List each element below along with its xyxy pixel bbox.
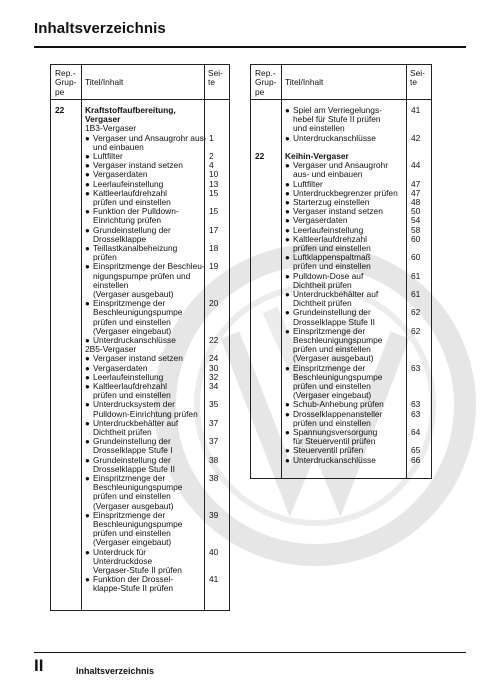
bullet-icon: ● [85, 510, 90, 520]
table-header [251, 65, 431, 100]
toc-page-number: 61 [411, 289, 421, 299]
toc-page-number: 2 [209, 151, 214, 161]
toc-page-number: 61 [411, 270, 421, 281]
bullet-icon: ● [85, 354, 90, 364]
toc-entry-text: Spiel am Verriegelungs- [293, 105, 382, 115]
toc-page-number: 60 [411, 233, 421, 244]
footer-page-number: II [34, 656, 44, 675]
bullet-icon: ● [85, 455, 90, 465]
toc-entry-text: Vergaser [85, 114, 121, 125]
toc-entry-text: Teillastkanalbeheizung [93, 243, 178, 253]
toc-entry-text: Beschleunigungspumpe [293, 335, 383, 345]
toc-entry-text: Drosselklappe Stufe I [93, 445, 173, 456]
toc-page-number: 62 [411, 307, 421, 318]
toc-page-number: 32 [209, 371, 219, 382]
toc-entry-text: prüfen und einstellen [293, 344, 371, 355]
toc-entry-text: Leerlaufeinstellung [93, 178, 164, 189]
toc-page-number: 4 [209, 160, 214, 171]
bullet-icon: ● [285, 106, 290, 115]
toc-page-number: 10 [209, 169, 219, 180]
toc-entry-text: Einspritzmenge der [93, 298, 166, 309]
toc-entry-text: Starterzug einstellen [293, 197, 370, 207]
bullet-icon: ● [85, 547, 90, 557]
bullet-icon: ● [285, 400, 290, 410]
bullet-icon: ● [285, 308, 290, 318]
footer-rule [34, 652, 466, 653]
toc-entry-text: Dichtheit prüfen [93, 427, 152, 437]
toc-entry-text: Vergaserdaten [293, 215, 348, 226]
bullet-icon: ● [85, 152, 90, 161]
toc-page-number: 41 [411, 105, 421, 115]
toc-entry-text: Pulldown-Einrichtung prüfen [93, 408, 198, 419]
toc-entry-text: Beschleunigungspumpe [93, 307, 183, 318]
toc-entry-text: prüfen und einstellen [93, 197, 171, 207]
toc-entry-text: Einspritzmenge der [93, 509, 166, 520]
bullet-icon: ● [285, 225, 290, 235]
toc-page-number: 18 [209, 243, 219, 253]
toc-page-number: 47 [411, 178, 421, 189]
toc-page-number: 44 [411, 160, 421, 171]
toc-table-left [50, 64, 230, 611]
toc-entry-text: Luftklappenspaltmaß [293, 252, 371, 263]
toc-entry-text: Unterdruckanschlüsse [293, 454, 376, 465]
toc-entry-text: Vergaserdaten [93, 362, 148, 373]
toc-entry-text: prüfen und einstellen [293, 381, 371, 391]
bullet-icon: ● [285, 446, 290, 456]
bullet-icon: ● [85, 207, 90, 217]
toc-page-number: 50 [411, 206, 421, 217]
toc-entry-text: Unterdruckbehälter auf [293, 289, 379, 299]
toc-entry-text: Grundeinstellung der [93, 224, 171, 235]
bullet-icon: ● [285, 207, 290, 217]
bullet-icon: ● [85, 188, 90, 198]
toc-entry-text: Keihin-Vergaser [285, 151, 349, 161]
toc-page-number: 58 [411, 224, 421, 235]
toc-page-number: 13 [209, 178, 219, 189]
toc-entry-text: (Vergaser ausgebaut) [93, 500, 174, 511]
toc-page-number: 35 [209, 399, 219, 410]
bullet-icon: ● [85, 170, 90, 180]
bullet-icon: ● [85, 133, 90, 143]
header-page: Sei- te [208, 68, 223, 88]
bullet-icon: ● [285, 428, 290, 437]
bullet-icon: ● [85, 437, 90, 447]
bullet-icon: ● [285, 179, 290, 189]
toc-entry-text: Beschleunigungspumpe [293, 371, 383, 382]
toc-entry-text: Unterdruck für [93, 546, 147, 557]
bullet-icon: ● [85, 244, 90, 253]
toc-entry-text: Einspritzmenge der Beschleu- [93, 261, 205, 272]
toc-entry-text: prüfen und einstellen [293, 243, 371, 253]
toc-entry-text: Einrichtung prüfen [93, 215, 161, 226]
toc-page-number: 64 [411, 427, 421, 437]
group-number: 22 [55, 105, 65, 115]
toc-entry-text: (Vergaser eingebaut) [293, 390, 372, 401]
toc-entry-text: Schub-Anhebung prüfen [293, 399, 384, 410]
toc-page-number: 39 [209, 509, 219, 520]
toc-entry-text: Dichtheit prüfen [293, 279, 352, 290]
toc-entry-text: klappe-Stufe II prüfen [93, 583, 174, 594]
toc-page-number: 17 [209, 224, 219, 235]
toc-entry-text: prüfen und einstellen [93, 491, 171, 502]
bullet-icon: ● [85, 372, 90, 382]
toc-entry-text: und einbauen [93, 141, 144, 152]
bullet-icon: ● [85, 262, 90, 272]
toc-page-number: 63 [411, 362, 421, 373]
toc-entry-text: Kraftstoffaufbereitung, [85, 105, 176, 115]
toc-entry-text: Einspritzmenge der [293, 362, 366, 373]
toc-page-number: 60 [411, 252, 421, 263]
toc-entry-text: Dichtheit prüfen [293, 298, 352, 309]
bullet-icon: ● [285, 290, 290, 299]
header-group: Rep.- Grup- pe [55, 68, 77, 97]
bullet-icon: ● [85, 336, 90, 345]
toc-page-number: 30 [209, 362, 219, 373]
toc-page-number: 15 [209, 206, 219, 217]
toc-page-number: 54 [411, 215, 421, 226]
header-title: Titel/Inhalt [285, 77, 324, 87]
toc-page-number: 66 [411, 454, 421, 465]
header-group: Rep.- Grup- pe [255, 68, 277, 97]
toc-entry-text: Vergaser und Ansaugrohr [293, 160, 388, 171]
toc-entry-text: Unterdruckdose [93, 555, 153, 566]
bullet-icon: ● [285, 409, 290, 419]
toc-page-number: 48 [411, 197, 421, 207]
toc-entry-text: 2B5-Vergaser [85, 344, 137, 355]
toc-entry-text: Kaltleerlaufdrehzahl [293, 233, 368, 244]
toc-entry-text: Grundeinstellung der [93, 436, 171, 447]
toc-page-number: 37 [209, 436, 219, 447]
toc-entry-text: Steuerventil prüfen [293, 445, 364, 456]
toc-entry-text: Drosselklappe Stufe II [293, 316, 375, 327]
bullet-icon: ● [85, 400, 90, 410]
toc-page-number: 24 [209, 353, 219, 364]
bullet-icon: ● [285, 326, 290, 336]
toc-entry-text: Einspritzmenge der [293, 325, 366, 336]
toc-page-number: 38 [209, 473, 219, 483]
toc-page-number: 1 [209, 132, 214, 143]
toc-entry-text: Vergaser instand setzen [293, 206, 383, 217]
toc-entry-text: Luftfilter [93, 151, 123, 161]
toc-entry-text: Vergaser-Stufe II prüfen [93, 565, 182, 575]
toc-entry-text: (Vergaser eingebaut) [93, 325, 172, 336]
page-title: Inhaltsverzeichnis [34, 20, 166, 37]
toc-entry-text: und einstellen [293, 123, 345, 134]
header-title: Titel/Inhalt [85, 77, 124, 87]
bullet-icon: ● [85, 299, 90, 309]
bullet-icon: ● [85, 161, 90, 171]
toc-entry-text: Unterdruckanschlüsse [93, 335, 176, 345]
bullet-icon: ● [285, 188, 290, 198]
group-number: 22 [255, 151, 265, 161]
toc-page-number: 63 [411, 408, 421, 419]
toc-entry-text: Kaltleerlaufdrehzahl [93, 187, 168, 198]
toc-entry-text: Unterdruckbegrenzer prüfen [293, 187, 398, 198]
toc-entry-text: hebel für Stufe II prüfen [293, 114, 381, 125]
bullet-icon: ● [85, 179, 90, 189]
bullet-icon: ● [285, 133, 290, 143]
bullet-icon: ● [85, 418, 90, 428]
toc-page-number: 47 [411, 187, 421, 198]
toc-entry-text: Vergaser instand setzen [93, 160, 183, 171]
toc-entry-text: (Vergaser ausgebaut) [93, 289, 174, 299]
toc-entry-text: Funktion der Pulldown- [93, 206, 179, 217]
toc-entry-text: Vergaser instand setzen [93, 353, 183, 364]
bullet-icon: ● [85, 382, 90, 391]
toc-page-number: 63 [411, 399, 421, 410]
toc-entry-text: prüfen und einstellen [93, 316, 171, 327]
toc-entry-text: Unterdruckbehälter auf [93, 417, 179, 428]
toc-entry-text: Pulldown-Dose auf [293, 270, 364, 281]
bullet-icon: ● [285, 455, 290, 465]
toc-entry-text: Leerlaufeinstellung [93, 371, 164, 382]
toc-entry-text: Unterdruckanschlüsse [293, 132, 376, 143]
toc-entry-text: Vergaserdaten [93, 169, 148, 180]
toc-entry-text: prüfen und einstellen [293, 261, 371, 272]
toc-entry-text: Luftfilter [293, 178, 323, 189]
toc-page-number: 38 [209, 454, 219, 465]
footer-title: Inhaltsverzeichnis [76, 666, 155, 676]
toc-entry-text: 1B3-Vergaser [85, 123, 137, 134]
bullet-icon: ● [285, 234, 290, 244]
bullet-icon: ● [85, 363, 90, 373]
toc-entry-text: prüfen und einstellen [293, 417, 371, 428]
toc-page-number: 22 [209, 335, 219, 345]
toc-entry-text: Beschleunigungspumpe [93, 519, 183, 529]
toc-entry-text: Grundeinstellung der [293, 307, 371, 318]
toc-page-number: 62 [411, 325, 421, 336]
toc-entry-text: prüfen und einstellen [93, 528, 171, 539]
toc-page-number: 15 [209, 187, 219, 198]
toc-entry-text: Drosselklappe Stufe II [93, 463, 175, 474]
toc-entry-text: Einspritzmenge der [93, 473, 166, 483]
toc-page-number: 42 [411, 132, 421, 143]
bullet-icon: ● [285, 216, 290, 226]
toc-page-number: 19 [209, 261, 219, 272]
bullet-icon: ● [285, 363, 290, 373]
toc-entry-text: nigungspumpe prüfen und [93, 270, 191, 281]
toc-page-number: 40 [209, 546, 219, 557]
toc-entry-text: Vergaser und Ansaugrohr aus- [93, 132, 207, 143]
header-rule [34, 46, 466, 48]
toc-entry-text: prüfen [93, 252, 117, 263]
toc-entry-text: Leerlaufeinstellung [293, 224, 364, 235]
toc-entry-text: aus- und einbauen [293, 169, 363, 180]
bullet-icon: ● [285, 198, 290, 207]
toc-entry-text: (Vergaser ausgebaut) [293, 353, 374, 364]
toc-entry-text: Funktion der Drossel- [93, 574, 174, 585]
bullet-icon: ● [85, 474, 90, 483]
bullet-icon: ● [85, 575, 90, 585]
toc-entry-text: Beschleunigungspumpe [93, 482, 183, 493]
toc-page-number: 41 [209, 574, 219, 585]
toc-entry-text: (Vergaser eingebaut) [93, 537, 172, 548]
toc-page-number: 65 [411, 445, 421, 456]
bullet-icon: ● [85, 225, 90, 235]
toc-entry-text: prüfen und einstellen [93, 390, 171, 401]
toc-entry-text: Drosselklappenansteller [293, 408, 383, 419]
toc-entry-text: für Steuerventil prüfen [293, 436, 376, 447]
toc-table-right [250, 64, 432, 479]
toc-entry-text: Unterdrucksystem der [93, 399, 175, 410]
toc-page-number: 20 [209, 298, 219, 309]
bullet-icon: ● [285, 161, 290, 171]
toc-entry-text: einstellen [93, 279, 129, 290]
toc-entry-text: Spannungsversorgung [293, 427, 378, 437]
bullet-icon: ● [285, 253, 290, 263]
toc-entry-text: Grundeinstellung der [93, 454, 171, 465]
table-header [51, 65, 229, 100]
bullet-icon: ● [285, 271, 290, 281]
toc-entry-text: Kaltleerlaufdrehzahl [93, 381, 168, 391]
toc-page-number: 37 [209, 417, 219, 428]
toc-entry-text: Drosselklappe [93, 233, 147, 244]
header-page: Sei- te [410, 68, 425, 88]
toc-page-number: 34 [209, 381, 219, 391]
